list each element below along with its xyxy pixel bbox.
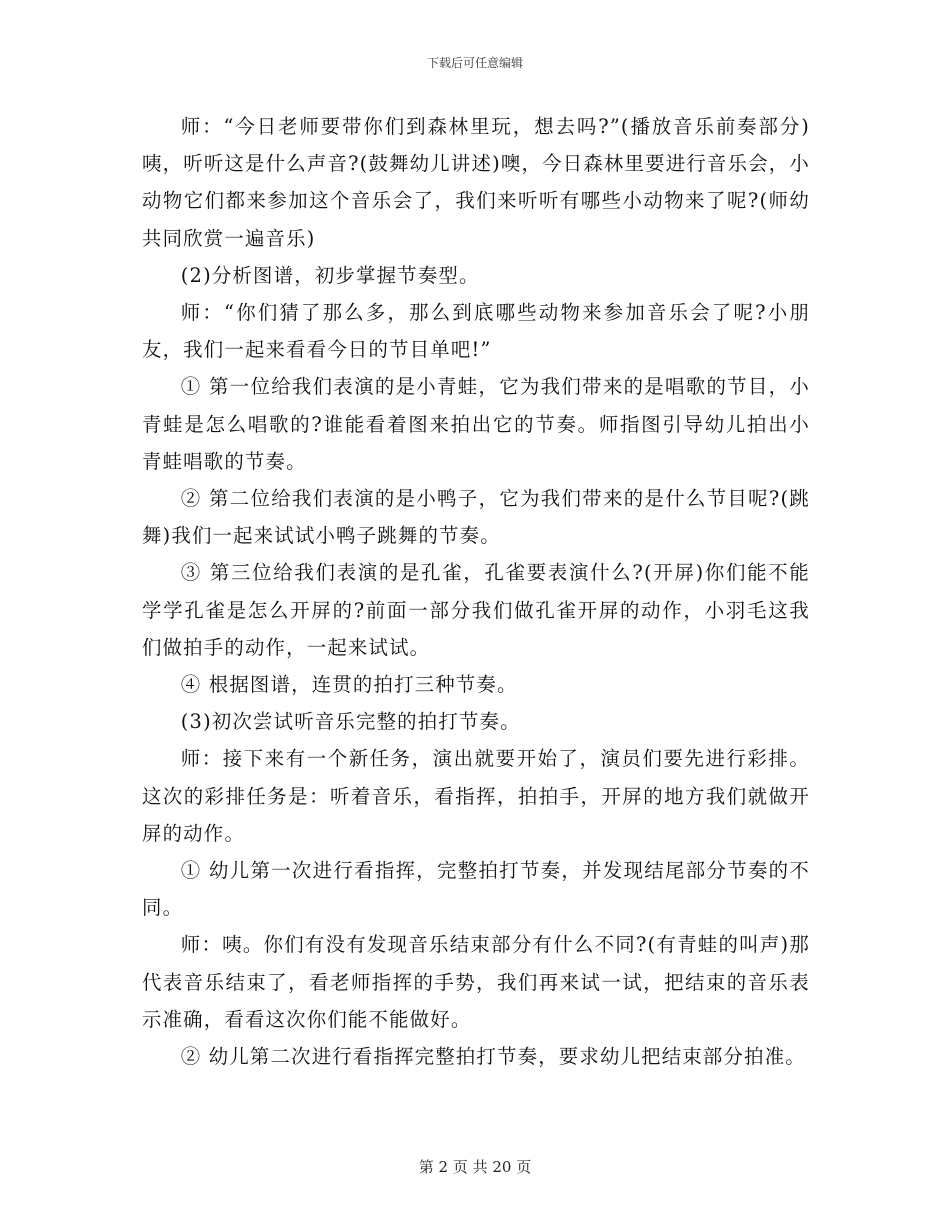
paragraph: ② 幼儿第二次进行看指挥完整拍打节奏，要求幼儿把结束部分拍准。 [180, 1045, 806, 1069]
paragraph: ④ 根据图谱，连贯的拍打三种节奏。 [180, 673, 518, 697]
paragraph: ① 幼儿第一次进行看指挥，完整拍打节奏，并发现结尾部分节奏的不同。 [142, 859, 810, 920]
paragraph: ③ 第三位给我们表演的是孔雀，孔雀要表演什么?(开屏)你们能不能学学孔雀是怎么开屏的?前面一部分我们做孔雀开屏的动作，小羽毛这我们做拍手的动作，一起来试试。 [142, 561, 810, 659]
paragraph: (3)初次尝试听音乐完整的拍打节奏。 [180, 710, 521, 734]
paragraph: (2)分析图谱，初步掌握节奏型。 [180, 263, 480, 287]
page-number: 第 2 页 共 20 页 [418, 1158, 532, 1176]
paragraph: 师：“你们猜了那么多，那么到底哪些动物来参加音乐会了呢?小朋友，我们一起来看看今日的节目单吧!” [142, 301, 810, 362]
paragraph: ① 第一位给我们表演的是小青蛙，它为我们带来的是唱歌的节目，小青蛙是怎么唱歌的?谁能看着图来拍出它的节奏。师指图引导幼儿拍出小青蛙唱歌的节奏。 [142, 375, 810, 473]
paragraph: 师：咦。你们有没有发现音乐结束部分有什么不同?(有青蛙的叫声)那代表音乐结束了，看老师指挥的手势，我们再来试一试，把结束的音乐表示准确，看看这次你们能不能做好。 [142, 933, 810, 1031]
page-header: 下载后可任意编辑 [426, 56, 523, 70]
paragraph: 师：“今日老师要带你们到森林里玩，想去吗?”(播放音乐前奏部分)咦，听听这是什么声音?(鼓舞幼儿讲述)噢，今日森林里要进行音乐会，小动物它们都来参加这个音乐会了，我们来听听有哪些小动物来了呢?(师幼共同欣赏一遍音乐) [142, 115, 810, 250]
paragraph: ② 第二位给我们表演的是小鸭子，它为我们带来的是什么节目呢?(跳舞)我们一起来试试小鸭子跳舞的节奏。 [142, 487, 810, 548]
paragraph: 师：接下来有一个新任务，演出就要开始了，演员们要先进行彩排。这次的彩排任务是：听着音乐，看指挥，拍拍手，开屏的地方我们就做开屏的动作。 [142, 747, 810, 845]
document-body [142, 108, 810, 1075]
